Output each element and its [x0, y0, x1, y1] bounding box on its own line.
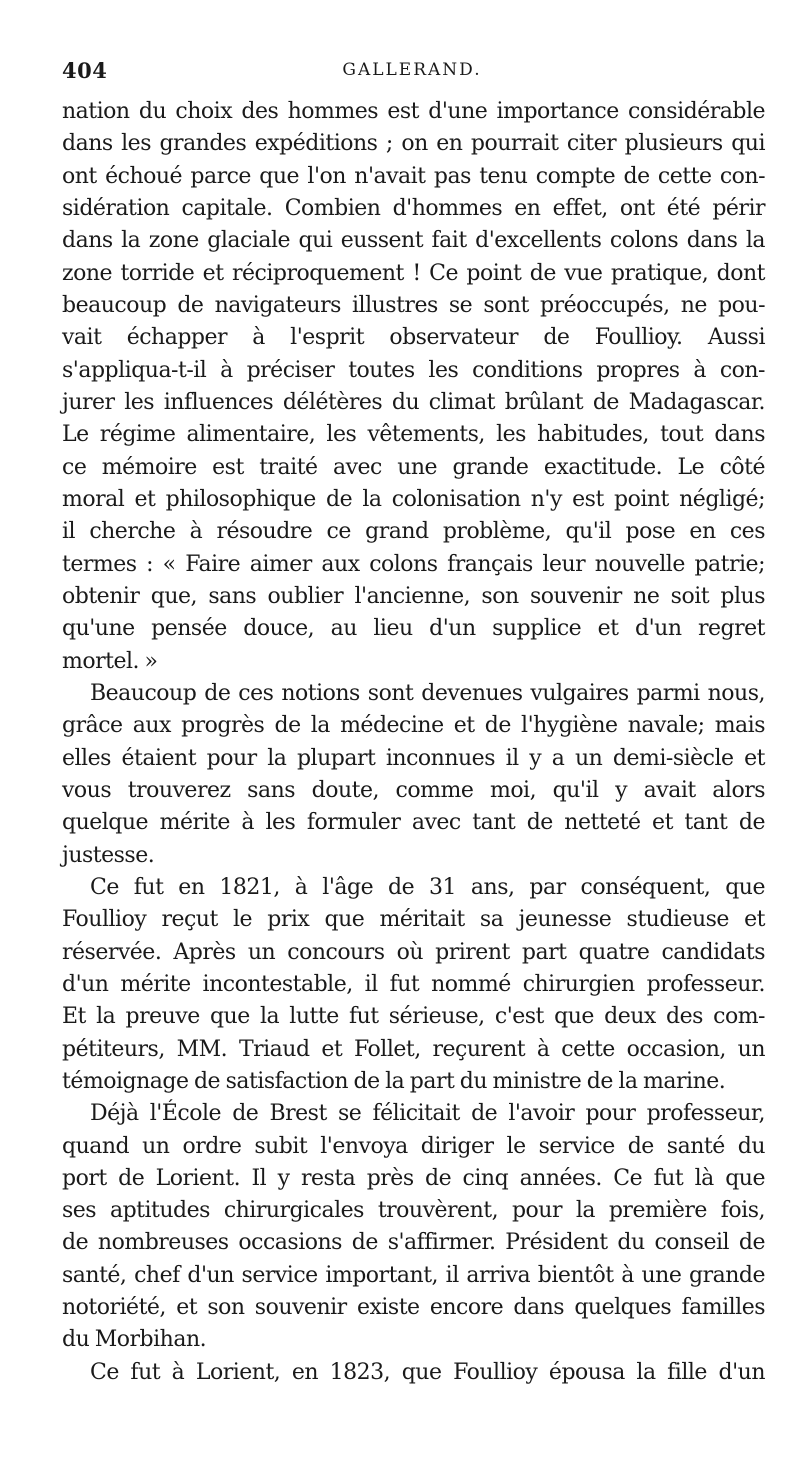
text-line: Foullioy reçut le prix que méritait sa jeunesse studieuse et — [62, 907, 765, 933]
text-line: vous trouverez sans doute, comme moi, qu'il y avait alors — [62, 777, 765, 803]
text-line: qu'une pensée douce, au lieu d'un supplice et d'un regret — [62, 616, 765, 642]
text-line: santé, chef d'un service important, il arriva bientôt à une grande — [62, 1262, 765, 1288]
text-line: beaucoup de navigateurs illustres se sont préoccupés, ne pou- — [62, 292, 765, 318]
text-line: pétiteurs, MM. Triaud et Follet, reçurent à cette occasion, un — [62, 1036, 765, 1062]
text-line: jurer les influences délétères du climat brûlant de Madagascar. — [62, 389, 765, 415]
text-line: témoignage de satisfaction de la part du ministre de la marine. — [62, 1068, 726, 1094]
text-line: mortel. » — [62, 648, 158, 674]
text-line: quand un ordre subit l'envoya diriger le service de santé du — [62, 1133, 765, 1159]
paragraph — [62, 1357, 765, 1389]
body-text — [62, 96, 765, 1389]
text-line: s'appliqua-t-il à préciser toutes les conditions propres à con- — [62, 357, 765, 383]
text-line: Ce fut à Lorient, en 1823, que Foullioy épousa la fille d'un — [90, 1359, 765, 1385]
text-line: vait échapper à l'esprit observateur de Foullioy. Aussi — [62, 325, 765, 351]
text-line: d'un mérite incontestable, il fut nommé chirurgien professeur. — [62, 971, 765, 997]
text-line: du Morbihan. — [62, 1327, 207, 1353]
text-line: dans les grandes expéditions ; on en pourrait citer plusieurs qui — [62, 131, 765, 157]
text-line: justesse. — [62, 842, 155, 868]
text-line: nation du choix des hommes est d'une importance considérable — [62, 99, 765, 124]
text-line: Ce fut en 1821, à l'âge de 31 ans, par conséquent, que — [90, 874, 765, 900]
running-title: GALLERAND. — [342, 60, 482, 80]
text-line: ce mémoire est traité avec une grande exactitude. Le côté — [62, 454, 765, 480]
text-line: Déjà l'École de Brest se félicitait de l'avoir pour professeur, — [90, 1101, 765, 1127]
text-line: termes : « Faire aimer aux colons français leur nouvelle patrie; — [62, 551, 765, 577]
text-line: ont échoué parce que l'on n'avait pas tenu compte de cette con- — [62, 163, 765, 189]
paragraph — [62, 678, 765, 872]
text-line: Et la preuve que la lutte fut sérieuse, c'est que deux des com- — [62, 1004, 765, 1030]
paragraph — [62, 1098, 765, 1357]
text-line: réservée. Après un concours où prirent part quatre candidats — [62, 939, 765, 965]
running-head — [62, 58, 762, 88]
text-line: Beaucoup de ces notions sont devenues vulgaires parmi nous, — [90, 680, 765, 706]
text-line: sidération capitale. Combien d'hommes en effet, ont été périr — [62, 195, 765, 221]
text-line: ses aptitudes chirurgicales trouvèrent, pour la première fois, — [62, 1198, 765, 1224]
text-line: obtenir que, sans oublier l'ancienne, son souvenir ne soit plus — [62, 583, 765, 609]
text-line: Le régime alimentaire, les vêtements, les habitudes, tout dans — [62, 422, 765, 448]
text-line: zone torride et réciproquement ! Ce point de vue pratique, dont — [62, 260, 765, 286]
page-number: 404 — [62, 58, 108, 83]
text-line: moral et philosophique de la colonisation n'y est point négligé; — [62, 486, 765, 512]
text-line: elles étaient pour la plupart inconnues il y a un demi-siècle et — [62, 745, 765, 771]
text-line: grâce aux progrès de la médecine et de l'hygiène navale; mais — [62, 713, 765, 739]
text-line: quelque mérite à les formuler avec tant de netteté et tant de — [62, 810, 765, 836]
text-line: dans la zone glaciale qui eussent fait d'excellents colons dans la — [62, 228, 765, 254]
text-line: notoriété, et son souvenir existe encore dans quelques familles — [62, 1295, 765, 1321]
paragraph — [62, 96, 765, 678]
text-line: il cherche à résoudre ce grand problème, qu'il pose en ces — [62, 519, 765, 545]
text-line: de nombreuses occasions de s'affirmer. Président du conseil de — [62, 1230, 765, 1256]
text-line: port de Lorient. Il y resta près de cinq années. Ce fut là que — [62, 1165, 765, 1191]
paragraph — [62, 872, 765, 1098]
